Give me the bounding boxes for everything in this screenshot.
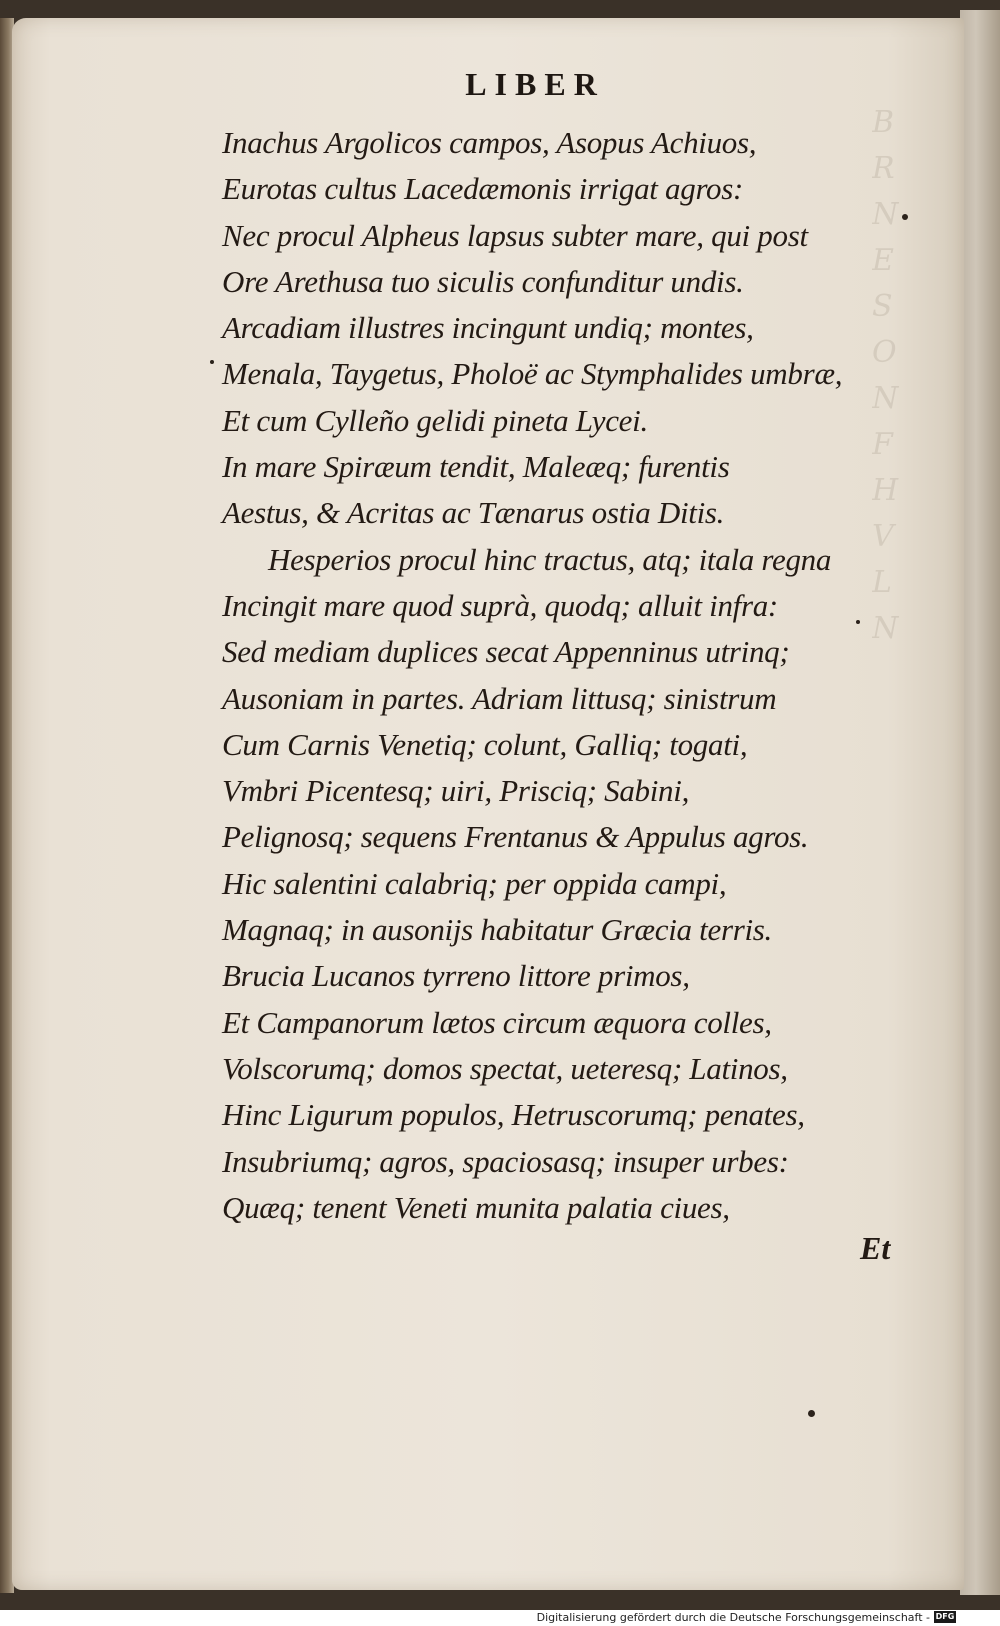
verse-line: Sed mediam duplices secat Appenninus utrinq; (222, 634, 790, 670)
digitization-credit: Digitalisierung gefördert durch die Deutsche Forschungsgemeinschaft - (536, 1611, 930, 1624)
verse-line: Et Campanorum lætos circum æquora colles, (222, 1004, 772, 1040)
next-page-edge (960, 10, 1000, 1595)
verse-line: Hesperios procul hinc tractus, atq; itala regna (268, 541, 832, 577)
verse-line: In mare Spiræum tendit, Maleæq; furentis (222, 449, 730, 485)
ink-speck (808, 1410, 815, 1417)
verse-line: Arcadiam illustres incingunt undiq; montes, (222, 310, 754, 346)
verse-line: Hic salentini calabriq; per oppida campi, (222, 865, 727, 901)
verse-line: Et cum Cylleño gelidi pineta Lycei. (222, 402, 648, 438)
verse-line: Eurotas cultus Lacedæmonis irrigat agros: (222, 171, 744, 207)
ink-speck (856, 620, 860, 624)
verse-line: Ore Arethusa tuo siculis confunditur undis. (222, 263, 744, 299)
verse-block (222, 120, 922, 1231)
verse-line: Nec procul Alpheus lapsus subter mare, qui post (222, 217, 808, 253)
verse-line: Quæq; tenent Veneti munita palatia ciues, (222, 1189, 730, 1225)
verse-line: Magnaq; in ausonijs habitatur Græcia terris. (222, 912, 772, 948)
verse-line: Volscorumq; domos spectat, ueteresq; Latinos, (222, 1050, 788, 1086)
verse-line: Insubriumq; agros, spaciosasq; insuper urbes: (222, 1143, 789, 1179)
verse-line: Aestus, & Acritas ac Tænarus ostia Ditis. (222, 495, 725, 531)
verse-line: Brucia Lucanos tyrreno littore primos, (222, 958, 690, 994)
verse-line: Cum Carnis Venetiq; colunt, Galliq; togati, (222, 726, 748, 762)
ink-speck (210, 360, 214, 364)
verse-line: Inachus Argolicos campos, Asopus Achiuos, (222, 125, 757, 160)
show-through-text: B R N E S O N F H V L N (872, 105, 899, 646)
verse-line: Hinc Ligurum populos, Hetruscorumq; penates, (222, 1097, 805, 1133)
catchword: Et (860, 1230, 891, 1266)
verse-line: Incingit mare quod suprà, quodq; alluit infra: (222, 587, 778, 623)
running-head: LIBER (465, 66, 605, 102)
verse-line: Ausoniam in partes. Adriam littusq; sinistrum (222, 680, 777, 716)
verse-line: Vmbri Picentesq; uiri, Prisciq; Sabini, (222, 773, 690, 809)
verse-line: Pelignosq; sequens Frentanus & Appulus agros. (222, 819, 809, 855)
dfg-logo: DFG (935, 1612, 955, 1621)
ink-speck (902, 214, 908, 220)
verse-line: Menala, Taygetus, Pholoë ac Stymphalides umbræ, (222, 356, 843, 392)
